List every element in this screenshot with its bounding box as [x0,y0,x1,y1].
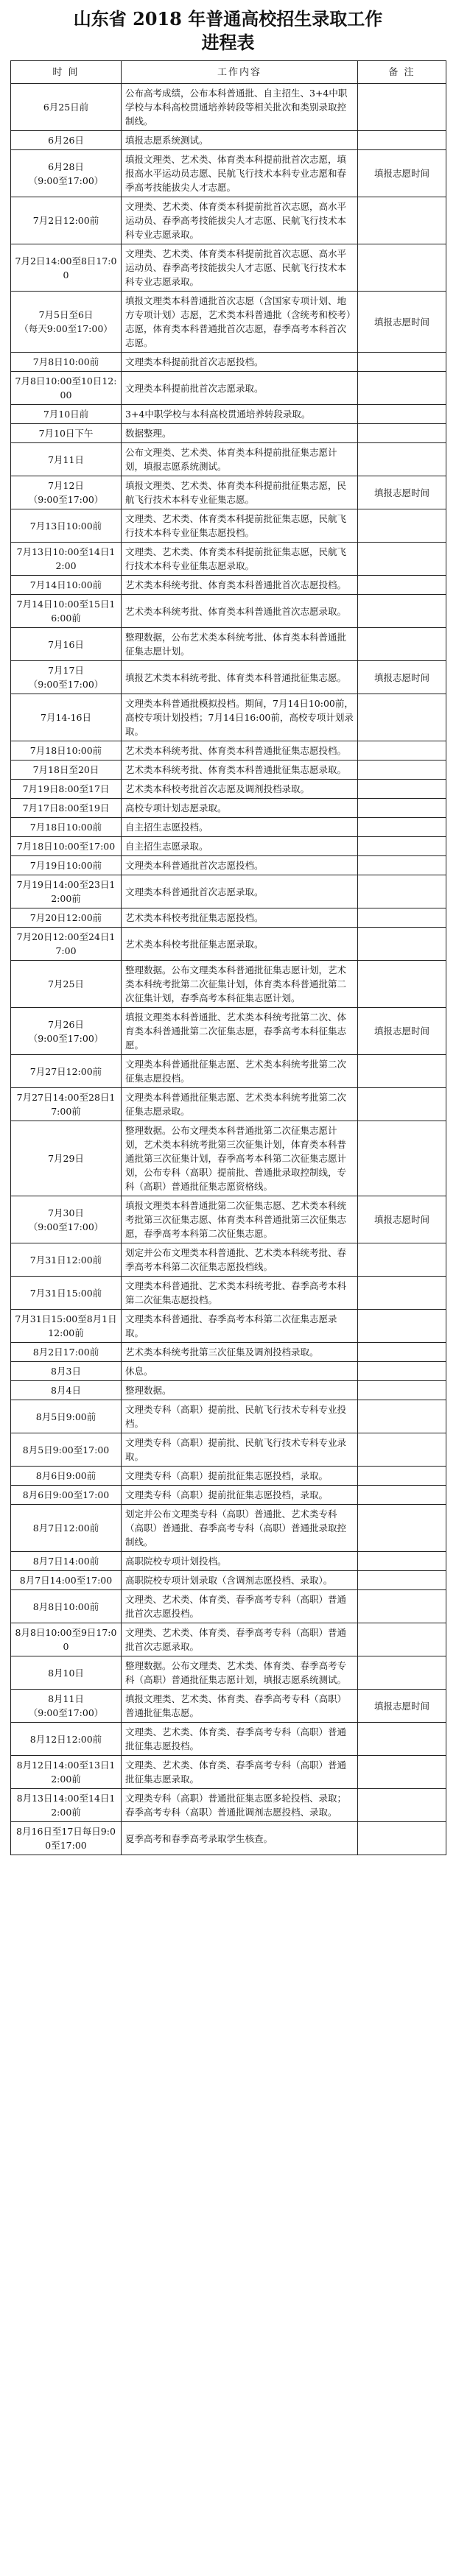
table-row [11,961,446,1008]
note-cell [358,424,446,443]
time-cell: 7月12日 （9:00至17:00） [11,476,122,509]
table-row [11,1690,446,1723]
time-cell: 6月25日前 [11,84,122,131]
time-cell: 8月13日14:00至14日12:00前 [11,1789,122,1822]
task-cell: 文理类专科（高职）普通批征集志愿多轮投档、录取；春季高考专科（高职）普通批调剂志愿投档、录取。 [122,1789,358,1822]
table-row [11,908,446,928]
time-cell: 7月5日至6日 （每天9:00至17:00） [11,292,122,353]
note-cell [358,628,446,661]
note-cell [358,1723,446,1756]
time-cell: 7月20日12:00前 [11,908,122,928]
table-row [11,628,446,661]
time-cell: 7月19日10:00前 [11,856,122,875]
time-cell: 8月10日 [11,1656,122,1690]
time-cell: 7月13日10:00前 [11,509,122,543]
note-cell [358,197,446,244]
task-cell: 填报文理类、艺术类、体育类本科提前批征集志愿，民航飞行技术本科专业征集志愿。 [122,476,358,509]
time-cell: 8月12日14:00至13日12:00前 [11,1756,122,1789]
table-row [11,131,446,150]
time-cell: 7月11日 [11,443,122,476]
note-cell [358,856,446,875]
task-cell: 高职院校专项计划投档。 [122,1552,358,1571]
table-row [11,1723,446,1756]
task-cell: 文理类本科普通批首次志愿录取。 [122,875,358,908]
note-cell [358,1362,446,1381]
task-cell: 3+4中职学校与本科高校贯通培养转段录取。 [122,405,358,424]
note-cell [358,1433,446,1467]
table-row [11,1310,446,1343]
note-cell [358,1756,446,1789]
table-row [11,799,446,818]
time-cell: 8月7日12:00前 [11,1505,122,1552]
time-cell: 8月5日9:00前 [11,1400,122,1433]
task-cell: 文理类、艺术类、体育类、春季高考专科（高职）普通批征集志愿投档。 [122,1723,358,1756]
table-row [11,84,446,131]
time-cell: 8月7日14:00至17:00 [11,1571,122,1590]
note-cell [358,405,446,424]
task-cell: 数据整理。 [122,424,358,443]
table-row [11,405,446,424]
task-cell: 文理类、艺术类、体育类、春季高考专科（高职）普通批征集志愿录取。 [122,1756,358,1789]
time-cell: 8月8日10:00前 [11,1590,122,1623]
note-cell [358,694,446,741]
note-cell [358,928,446,961]
note-cell [358,1343,446,1362]
table-row [11,1789,446,1822]
table-row [11,509,446,543]
task-cell: 整理数据。公布文理类、艺术类、体育类、春季高考专科（高职）普通批征集志愿计划，填报志愿系统测试。 [122,1656,358,1690]
note-cell [358,595,446,628]
table-row [11,780,446,799]
document-title [10,7,446,54]
task-cell: 文理类专科（高职）提前批征集志愿投档，录取。 [122,1486,358,1505]
table-row [11,1277,446,1310]
task-cell: 填报文理类本科普通批、艺术类本科统考批第二次、体育类本科普通批第二次征集志愿，春季高考本科征集志愿。 [122,1008,358,1055]
note-cell [358,1277,446,1310]
task-cell: 整理数据，公布艺术类本科统考批、体育类本科普通批征集志愿计划。 [122,628,358,661]
task-cell: 公布高考成绩，公布本科普通批、自主招生、3+4中职学校与本科高校贯通培养转段等相关批次和类别录取控制线。 [122,84,358,131]
time-cell: 8月12日12:00前 [11,1723,122,1756]
table-row [11,1467,446,1486]
note-cell [358,818,446,837]
note-cell [358,443,446,476]
table-row [11,661,446,694]
note-cell [358,1381,446,1400]
time-cell: 7月26日 （9:00至17:00） [11,1008,122,1055]
time-cell: 7月30日 （9:00至17:00） [11,1196,122,1243]
task-cell: 整理数据。公布文理类本科普通批第二次征集志愿计划，艺术类本科统考批第三次征集计划，体育类本科普通批第三次征集计划，春季高考本科第二次征集志愿计划，公布专科（高职）提前批、普通批录取控制线，专科（高职）普通批征集志愿资格线。 [122,1121,358,1196]
header-note: 备 注 [358,61,446,84]
task-cell: 文理类、艺术类、体育类本科提前批首次志愿、高水平运动员、春季高考技能拔尖人才志愿、民航飞行技术本科专业志愿录取。 [122,244,358,292]
note-cell [358,1055,446,1088]
note-cell [358,1243,446,1277]
time-cell: 7月10日下午 [11,424,122,443]
time-cell: 7月18日至20日 [11,761,122,780]
note-cell: 填报志愿时间 [358,292,446,353]
task-cell: 填报艺术类本科统考批、体育类本科普通批征集志愿。 [122,661,358,694]
time-cell: 7月8日10:00前 [11,353,122,372]
note-cell: 填报志愿时间 [358,1008,446,1055]
task-cell: 填报文理类本科普通批第二次征集志愿、艺术类本科统考批第三次征集志愿、体育类本科普通批第三次征集志愿，春季高考本科第二次征集志愿。 [122,1196,358,1243]
time-cell: 7月27日14:00至28日17:00前 [11,1088,122,1121]
note-cell: 填报志愿时间 [358,1196,446,1243]
task-cell: 填报志愿系统测试。 [122,131,358,150]
time-cell: 7月16日 [11,628,122,661]
note-cell [358,761,446,780]
table-row [11,761,446,780]
task-cell: 填报文理类本科普通批首次志愿（含国家专项计划、地方专项计划）志愿，艺术类本科普通批（含统考和校考）志愿，体育类本科普通批首次志愿，春季高考本科首次志愿。 [122,292,358,353]
table-row [11,1656,446,1690]
note-cell [358,1467,446,1486]
note-cell [358,1486,446,1505]
note-cell [358,875,446,908]
table-row [11,292,446,353]
time-cell: 7月8日10:00至10日12:00 [11,372,122,405]
note-cell [358,837,446,856]
time-cell: 6月26日 [11,131,122,150]
note-cell [358,908,446,928]
time-cell: 7月18日10:00前 [11,818,122,837]
task-cell: 高校专项计划志愿录取。 [122,799,358,818]
task-cell: 艺术类本科校考批征集志愿录取。 [122,928,358,961]
table-row [11,1486,446,1505]
task-cell: 文理类、艺术类、体育类本科提前批首次志愿，高水平运动员、春季高考技能拔尖人才志愿、民航飞行技术本科专业志愿录取。 [122,197,358,244]
table-row [11,443,446,476]
note-cell [358,780,446,799]
time-cell: 8月8日10:00至9日17:00 [11,1623,122,1656]
task-cell: 文理类本科普通批模拟投档。期间，7月14日10:00前，高校专项计划投档；7月14日16:00前，高校专项计划录取。 [122,694,358,741]
note-cell [358,131,446,150]
task-cell: 填报文理类、艺术类、体育类、春季高考专科（高职）普通批征集志愿。 [122,1690,358,1723]
task-cell: 艺术类本科校考批首次志愿及调剂投档录取。 [122,780,358,799]
table-row [11,1822,446,1855]
note-cell: 填报志愿时间 [358,1690,446,1723]
task-cell: 自主招生志愿投档。 [122,818,358,837]
time-cell: 7月17日 （9:00至17:00） [11,661,122,694]
table-row [11,837,446,856]
task-cell: 文理类本科提前批首次志愿录取。 [122,372,358,405]
table-row [11,1055,446,1088]
table-row [11,1008,446,1055]
table-header-row [11,61,446,84]
task-cell: 艺术类本科统考批第三次征集及调剂投档录取。 [122,1343,358,1362]
time-cell: 7月27日12:00前 [11,1055,122,1088]
table-row [11,1571,446,1590]
schedule-table [10,60,446,1855]
task-cell: 自主招生志愿录取。 [122,837,358,856]
note-cell [358,509,446,543]
table-row [11,1505,446,1552]
time-cell: 7月31日12:00前 [11,1243,122,1277]
task-cell: 文理类专科（高职）提前批、民航飞行技术专科专业投档。 [122,1400,358,1433]
table-row [11,543,446,576]
title-line-2: 进程表 [201,32,255,53]
table-row [11,424,446,443]
note-cell [358,244,446,292]
table-row [11,1088,446,1121]
note-cell [358,576,446,595]
note-cell [358,1571,446,1590]
table-row [11,1433,446,1467]
note-cell [358,799,446,818]
table-row [11,928,446,961]
task-cell: 休息。 [122,1362,358,1381]
time-cell: 7月13日10:00至14日12:00 [11,543,122,576]
table-row [11,244,446,292]
time-cell: 7月20日12:00至24日17:00 [11,928,122,961]
task-cell: 文理类本科普通批征集志愿、艺术类本科统考批第二次征集志愿录取。 [122,1088,358,1121]
table-row [11,1381,446,1400]
table-row [11,1400,446,1433]
note-cell [358,1121,446,1196]
time-cell: 7月31日15:00前 [11,1277,122,1310]
time-cell: 8月11日 （9:00至17:00） [11,1690,122,1723]
time-cell: 8月16日至17日每日9:00至17:00 [11,1822,122,1855]
task-cell: 文理类本科提前批首次志愿投档。 [122,353,358,372]
task-cell: 公布文理类、艺术类、体育类本科提前批征集志愿计划，填报志愿系统测试。 [122,443,358,476]
time-cell: 8月3日 [11,1362,122,1381]
task-cell: 艺术类本科统考批、体育类本科普通批首次志愿录取。 [122,595,358,628]
table-row [11,1196,446,1243]
table-row [11,1362,446,1381]
table-row [11,1121,446,1196]
note-cell [358,1822,446,1855]
table-row [11,353,446,372]
task-cell: 整理数据。公布文理类本科普通批征集志愿计划，艺术类本科统考批第二次征集计划，体育类本科普通批第二次征集计划，春季高考本科征集志愿计划。 [122,961,358,1008]
table-row [11,1756,446,1789]
header-time: 时 间 [11,61,122,84]
time-cell: 7月31日15:00至8月1日12:00前 [11,1310,122,1343]
note-cell: 填报志愿时间 [358,150,446,197]
task-cell: 文理类本科普通批首次志愿投档。 [122,856,358,875]
note-cell [358,1789,446,1822]
table-row [11,694,446,741]
task-cell: 文理类本科普通批、春季高考本科第二次征集志愿录取。 [122,1310,358,1343]
task-cell: 文理类、艺术类、体育类、春季高考专科（高职）普通批首次志愿录取。 [122,1623,358,1656]
time-cell: 7月14日10:00至15日16:00前 [11,595,122,628]
time-cell: 6月28日 （9:00至17:00） [11,150,122,197]
table-row [11,576,446,595]
note-cell [358,1400,446,1433]
table-row [11,476,446,509]
note-cell [358,961,446,1008]
time-cell: 7月18日10:00至17:00 [11,837,122,856]
note-cell [358,1505,446,1552]
time-cell: 7月14-16日 [11,694,122,741]
time-cell: 7月14日10:00前 [11,576,122,595]
task-cell: 填报文理类、艺术类、体育类本科提前批首次志愿，填报高水平运动员志愿、民航飞行技术本科专业志愿和春季高考技能拔尖人才志愿。 [122,150,358,197]
table-row [11,1343,446,1362]
time-cell: 8月7日14:00前 [11,1552,122,1571]
time-cell: 7月18日10:00前 [11,741,122,761]
task-cell: 艺术类本科统考批、体育类本科普通批征集志愿录取。 [122,761,358,780]
note-cell [358,353,446,372]
note-cell [358,1552,446,1571]
time-cell: 8月4日 [11,1381,122,1400]
title-line-1: 山东省 2018 年普通高校招生录取工作 [73,8,383,29]
table-row [11,372,446,405]
note-cell [358,1088,446,1121]
note-cell: 填报志愿时间 [358,661,446,694]
task-cell: 艺术类本科统考批、体育类本科普通批征集志愿投档。 [122,741,358,761]
time-cell: 8月6日9:00前 [11,1467,122,1486]
time-cell: 7月29日 [11,1121,122,1196]
time-cell: 7月19日14:00至23日12:00前 [11,875,122,908]
table-row [11,856,446,875]
note-cell [358,1310,446,1343]
note-cell [358,1623,446,1656]
task-cell: 划定并公布文理类专科（高职）普通批、艺术类专科（高职）普通批、春季高考专科（高职）普通批录取控制线。 [122,1505,358,1552]
note-cell [358,84,446,131]
note-cell [358,372,446,405]
table-row [11,1243,446,1277]
time-cell: 7月2日14:00至8日17:00 [11,244,122,292]
task-cell: 文理类本科普通批、艺术类本科统考批、春季高考本科第二次征集志愿投档。 [122,1277,358,1310]
time-cell: 7月10日前 [11,405,122,424]
time-cell: 8月6日9:00至17:00 [11,1486,122,1505]
time-cell: 8月2日17:00前 [11,1343,122,1362]
time-cell: 7月17日8:00至19日 [11,799,122,818]
task-cell: 艺术类本科统考批、体育类本科普通批首次志愿投档。 [122,576,358,595]
task-cell: 文理类专科（高职）提前批、民航飞行技术专科专业录取。 [122,1433,358,1467]
note-cell [358,741,446,761]
table-row [11,741,446,761]
table-row [11,197,446,244]
task-cell: 高职院校专项计划录取（含调剂志愿投档、录取）。 [122,1571,358,1590]
table-row [11,595,446,628]
time-cell: 7月25日 [11,961,122,1008]
table-row [11,150,446,197]
task-cell: 文理类、艺术类、体育类本科提前批征集志愿，民航飞行技术本科专业征集志愿投档。 [122,509,358,543]
task-cell: 整理数据。 [122,1381,358,1400]
table-row [11,1623,446,1656]
task-cell: 文理类、艺术类、体育类、春季高考专科（高职）普通批首次志愿投档。 [122,1590,358,1623]
table-row [11,1590,446,1623]
task-cell: 夏季高考和春季高考录取学生核查。 [122,1822,358,1855]
task-cell: 文理类本科普通批征集志愿、艺术类本科统考批第二次征集志愿投档。 [122,1055,358,1088]
note-cell [358,543,446,576]
schedule-rows [11,84,446,1855]
task-cell: 文理类专科（高职）提前批征集志愿投档，录取。 [122,1467,358,1486]
table-row [11,1552,446,1571]
time-cell: 7月2日12:00前 [11,197,122,244]
time-cell: 8月5日9:00至17:00 [11,1433,122,1467]
task-cell: 划定并公布文理类本科普通批、艺术类本科统考批、春季高考本科第二次征集志愿投档线。 [122,1243,358,1277]
time-cell: 7月19日8:00至17日 [11,780,122,799]
table-row [11,818,446,837]
note-cell: 填报志愿时间 [358,476,446,509]
table-row [11,875,446,908]
task-cell: 文理类、艺术类、体育类本科提前批征集志愿，民航飞行技术本科专业征集志愿录取。 [122,543,358,576]
note-cell [358,1656,446,1690]
header-task: 工作内容 [122,61,358,84]
note-cell [358,1590,446,1623]
task-cell: 艺术类本科校考批征集志愿投档。 [122,908,358,928]
